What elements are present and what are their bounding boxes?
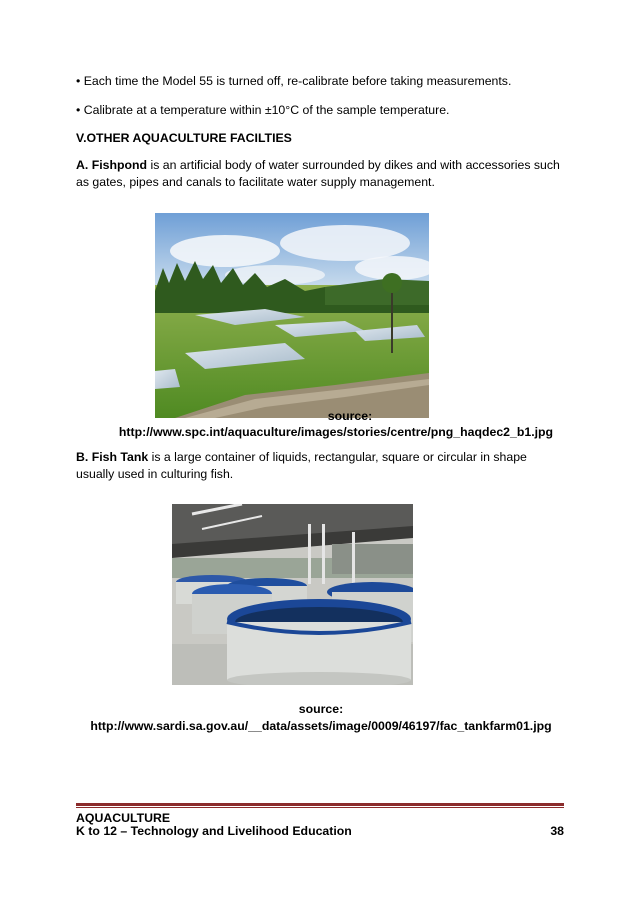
- bullet-calibrate-temperature: • Calibrate at a temperature within ±10°C of the sample temperature.: [76, 103, 450, 117]
- footer-subtitle: K to 12 – Technology and Livelihood Education: [76, 824, 352, 838]
- fishtank-source-label: source:: [298, 702, 344, 716]
- fishpond-definition: is an artificial body of water surrounded by dikes and with accessories such as gates, pipes and canals to facilitate water supply management.: [76, 158, 560, 189]
- bullet-recalibrate: • Each time the Model 55 is turned off, re-calibrate before taking measurements.: [76, 74, 512, 88]
- footer-title: AQUACULTURE: [76, 811, 171, 825]
- fishpond-paragraph: [76, 157, 566, 191]
- fishtank-photo: [172, 504, 413, 685]
- footer-rule: [76, 803, 564, 806]
- fishtank-definition: is a large container of liquids, rectangular, square or circular in shape usually used in culturing fish.: [76, 450, 527, 481]
- fishpond-source-url: http://www.spc.int/aquaculture/images/stories/centre/png_haqdec2_b1.jpg: [118, 425, 554, 439]
- fishtank-paragraph: [76, 449, 566, 483]
- fishtank-term: B. Fish Tank: [76, 450, 149, 464]
- footer-rule-thin: [76, 807, 564, 808]
- fishpond-photo: [155, 213, 429, 418]
- fishpond-source-label: source:: [327, 409, 373, 423]
- fishtank-source-url: http://www.sardi.sa.gov.au/__data/assets/image/0009/46197/fac_tankfarm01.jpg: [90, 719, 552, 733]
- fishpond-term: A. Fishpond: [76, 158, 148, 172]
- section-heading: V.OTHER AQUACULTURE FACILTIES: [76, 131, 292, 145]
- page-number: 38: [550, 824, 564, 838]
